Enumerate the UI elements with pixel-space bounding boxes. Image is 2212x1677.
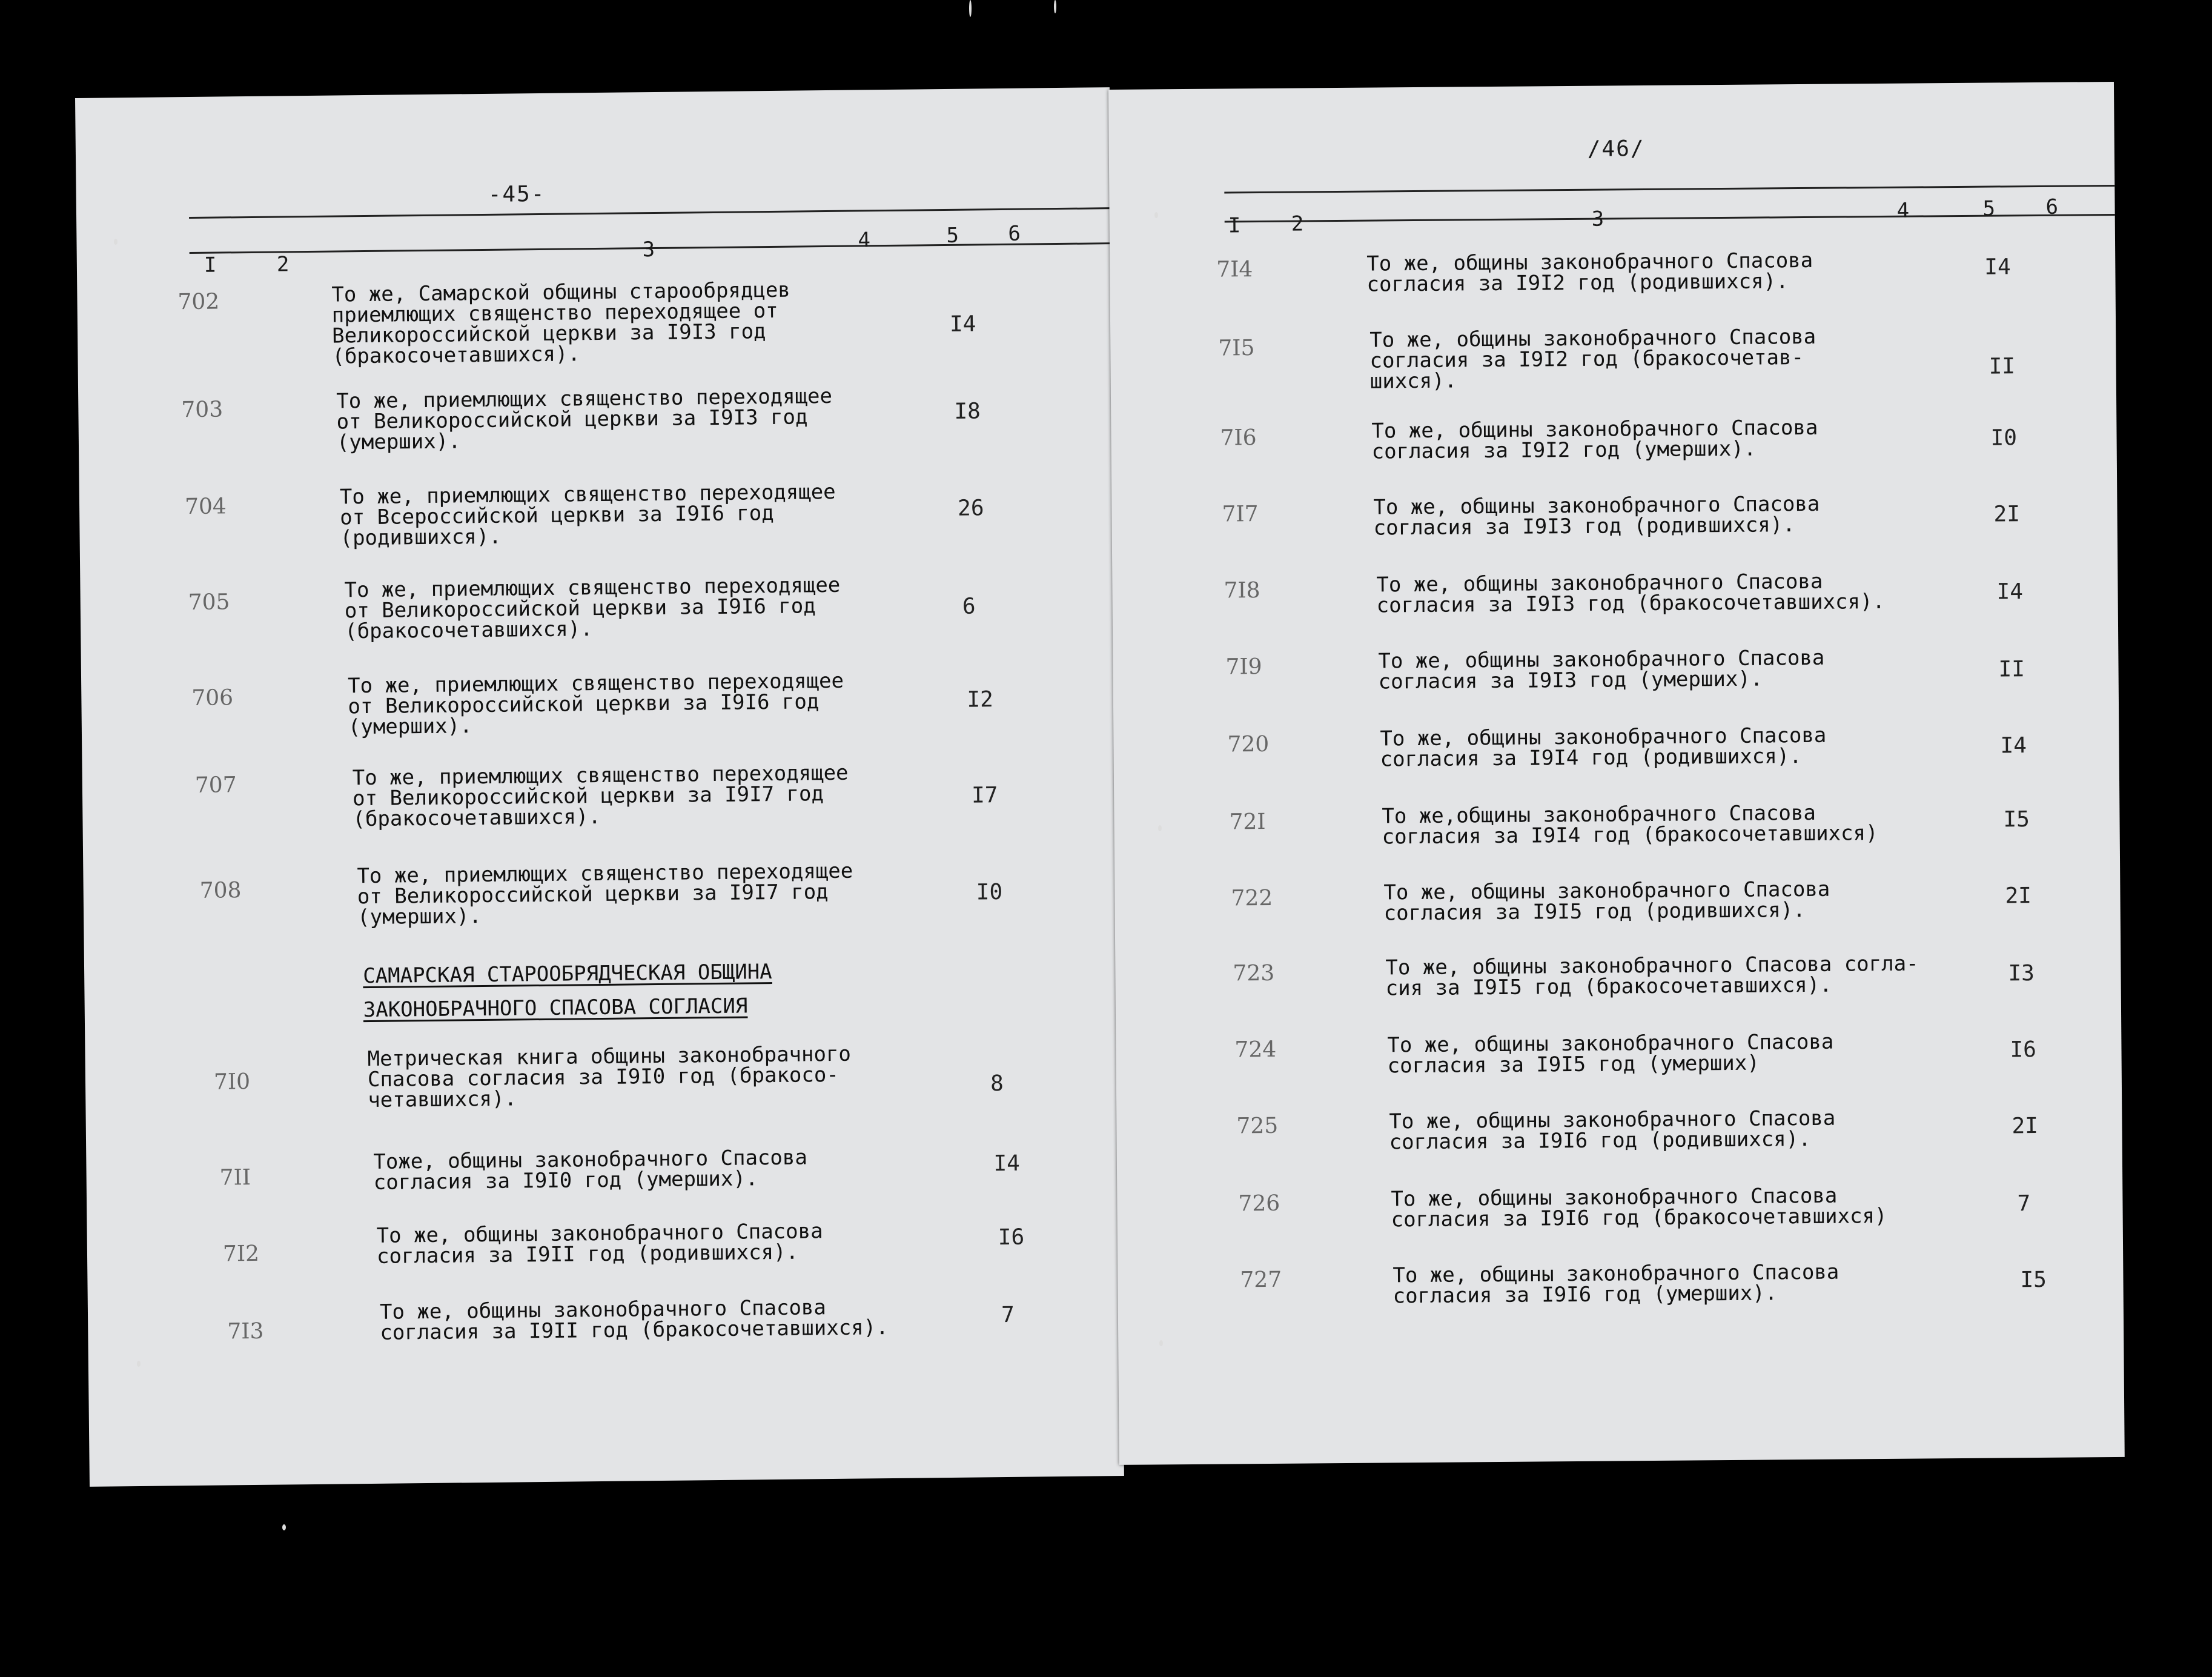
header-rule-top — [189, 207, 1111, 219]
header-rule-bottom — [1225, 214, 2115, 223]
row-count: I4 — [993, 1151, 1021, 1177]
column-header-3: 3 — [1591, 207, 1604, 231]
row-description: То же, общины законобрачного Спасова согласия за I9I4 год (родившихся). — [1380, 723, 1827, 772]
row-count: 2I — [2005, 883, 2032, 909]
row-count: 2I — [2012, 1113, 2039, 1139]
row-number: 7II — [219, 1165, 251, 1191]
row-number: 722 — [1231, 885, 1273, 911]
row-count: I5 — [2020, 1267, 2047, 1293]
row-number: 703 — [181, 397, 224, 423]
row-number: 7I7 — [1222, 502, 1259, 527]
page-number: -45- — [488, 181, 546, 207]
column-header-6: 6 — [1008, 221, 1021, 246]
row-description: То же, общины законобрачного Спасова согласия за I9I6 год (родившихся). — [1389, 1106, 1836, 1155]
column-header-5: 5 — [946, 223, 959, 248]
section-heading: САМАРСКАЯ СТАРООБРЯДЧЕСКАЯ ОБЩИНА ЗАКОНОБРАЧНОГО СПАСОВА СОГЛАСИЯ — [362, 960, 772, 1023]
row-description: То же, общины законобрачного Спасова согласия за I9I5 год (умерших) — [1387, 1029, 1834, 1078]
row-number: 7I2 — [222, 1241, 260, 1267]
row-description: То же, приемлющих священство переходящее от Великороссийской церкви за I9I7 год (умерших). — [357, 858, 853, 930]
row-description: То же, общины законобрачного Спасова согласия за I9I2 год (бракосочетав- шихся). — [1369, 324, 1816, 394]
row-count: I8 — [954, 399, 981, 424]
row-count: 8 — [990, 1071, 1004, 1097]
row-count: I4 — [1996, 579, 2024, 605]
row-count: I7 — [971, 783, 998, 808]
row-description: То же, общины законобрачного Спасова согласия за I9I2 год (умерших). — [1371, 415, 1818, 464]
dust-speck — [137, 1361, 141, 1367]
row-number: 708 — [199, 878, 242, 903]
row-description: То же, приемлющих священство переходящее от Великороссийской церкви за I9I6 год (бракосочетавшихся). — [344, 573, 841, 644]
row-count: I5 — [2003, 807, 2030, 832]
row-number: 725 — [1236, 1113, 1279, 1139]
column-header-1: I — [204, 253, 217, 277]
row-number: 7I0 — [213, 1069, 251, 1095]
row-description: То же, приемлющих священство переходящее от Всероссийской церкви за I9I6 год (родившихся). — [339, 479, 836, 551]
row-number: 726 — [1238, 1191, 1280, 1217]
row-count: I3 — [2008, 961, 2035, 986]
dust-speck — [969, 0, 972, 17]
column-header-2: 2 — [276, 252, 290, 277]
row-number: 706 — [191, 685, 234, 711]
row-count: 7 — [1001, 1302, 1015, 1328]
row-description: То же, приемлющих священство переходящее от Великороссийской церкви за I9I6 год (умерших). — [347, 668, 844, 740]
row-count: I0 — [976, 880, 1003, 905]
dust-speck — [1159, 1340, 1163, 1346]
row-count: I6 — [2010, 1037, 2037, 1063]
row-count: I2 — [967, 687, 994, 712]
row-description: Метрическая книга общины законобрачного Спасова согласия за I9I0 год (бракосо- четавшихся). — [367, 1041, 852, 1113]
row-count: II — [1988, 354, 2016, 379]
row-number: 723 — [1233, 960, 1275, 986]
left-page — [75, 87, 1124, 1487]
row-number: 727 — [1240, 1267, 1282, 1293]
row-description: То же, общины законобрачного Спасова согласия за I9I2 год (родившихся). — [1366, 248, 1813, 297]
row-description: То же, Самарской общины старообрядцев приемлющих священство переходящее от Великороссийской церкви за I9I3 год (бракосочетавшихся). — [331, 277, 790, 369]
row-description: То же, приемлющих священство переходящее от Великороссийской церкви за I9I3 год (умерших). — [336, 384, 833, 455]
dust-speck — [1054, 0, 1056, 13]
dust-speck — [282, 1524, 286, 1530]
row-count: I4 — [949, 311, 976, 337]
row-number: 702 — [177, 289, 220, 315]
row-count: 2I — [1993, 502, 2021, 527]
row-description: То же, общины законобрачного Спасова согласия за I9I3 год (умерших). — [1378, 645, 1825, 694]
dust-speck — [114, 239, 118, 245]
column-header-3: 3 — [642, 237, 655, 262]
row-description: То же, общины законобрачного Спасова согласия за I9I5 год (родившихся). — [1383, 877, 1830, 926]
dust-speck — [1158, 825, 1162, 831]
row-description: То же, общины законобрачного Спасова согласия за I9I6 год (бракосочетавшихся) — [1391, 1183, 1887, 1232]
row-count: 26 — [957, 496, 984, 521]
column-header-1: I — [1228, 213, 1241, 238]
row-count: 7 — [2017, 1191, 2031, 1217]
row-count: I4 — [2000, 733, 2027, 759]
row-number: 7I8 — [1224, 578, 1260, 603]
row-description: То же, общины законобрачного Спасова согласия за I9I3 год (родившихся). — [1373, 491, 1820, 540]
row-description: То же, общины законобрачного Спасова согласия за I9I3 год (бракосочетавшихся). — [1376, 569, 1886, 618]
right-page — [1108, 82, 2125, 1465]
row-description: То же, приемлющих священство переходящее от Великороссийской церкви за I9I7 год (бракосочетавшихся). — [352, 760, 849, 832]
row-number: 7I9 — [1225, 654, 1262, 680]
row-number: 72I — [1229, 809, 1266, 835]
column-header-4: 4 — [1896, 198, 1910, 223]
row-description: Тоже, общины законобрачного Спасова согласия за I9I0 год (умерших). — [373, 1145, 808, 1195]
header-rule-top — [1224, 185, 2114, 194]
row-number: 7I4 — [1216, 257, 1253, 282]
row-description: То же, общины законобрачного Спасова согла- сия за I9I5 год (бракосочетавшихся). — [1385, 951, 1919, 1001]
row-number: 705 — [188, 589, 230, 616]
row-count: I0 — [1990, 425, 2018, 451]
row-number: 704 — [184, 494, 227, 520]
page-number: /46/ — [1587, 136, 1645, 162]
row-number: 7I3 — [227, 1318, 264, 1344]
row-number: 720 — [1227, 731, 1270, 757]
row-description: То же, общины законобрачного Спасова согласия за I9I6 год (умерших). — [1392, 1260, 1839, 1309]
row-description: То же, общины законобрачного Спасова согласия за I9II год (бракосочетавшихся). — [379, 1295, 889, 1345]
row-description: То же, общины законобрачного Спасова согласия за I9II год (родившихся). — [376, 1219, 823, 1269]
row-number: 7I6 — [1220, 425, 1257, 451]
row-count: I4 — [1984, 254, 2011, 280]
column-header-5: 5 — [1982, 196, 1996, 221]
row-number: 707 — [194, 772, 237, 798]
row-number: 7I5 — [1218, 336, 1255, 361]
row-count: I6 — [998, 1224, 1025, 1250]
row-count: II — [1998, 657, 2025, 682]
row-count: 6 — [962, 594, 976, 619]
column-header-4: 4 — [858, 228, 871, 253]
row-description: То же,общины законобрачного Спасова согласия за I9I4 год (бракосочетавшихся) — [1382, 800, 1878, 849]
column-header-2: 2 — [1291, 211, 1304, 236]
row-number: 724 — [1234, 1037, 1277, 1063]
column-header-6: 6 — [2045, 194, 2059, 219]
dust-speck — [1154, 212, 1158, 218]
